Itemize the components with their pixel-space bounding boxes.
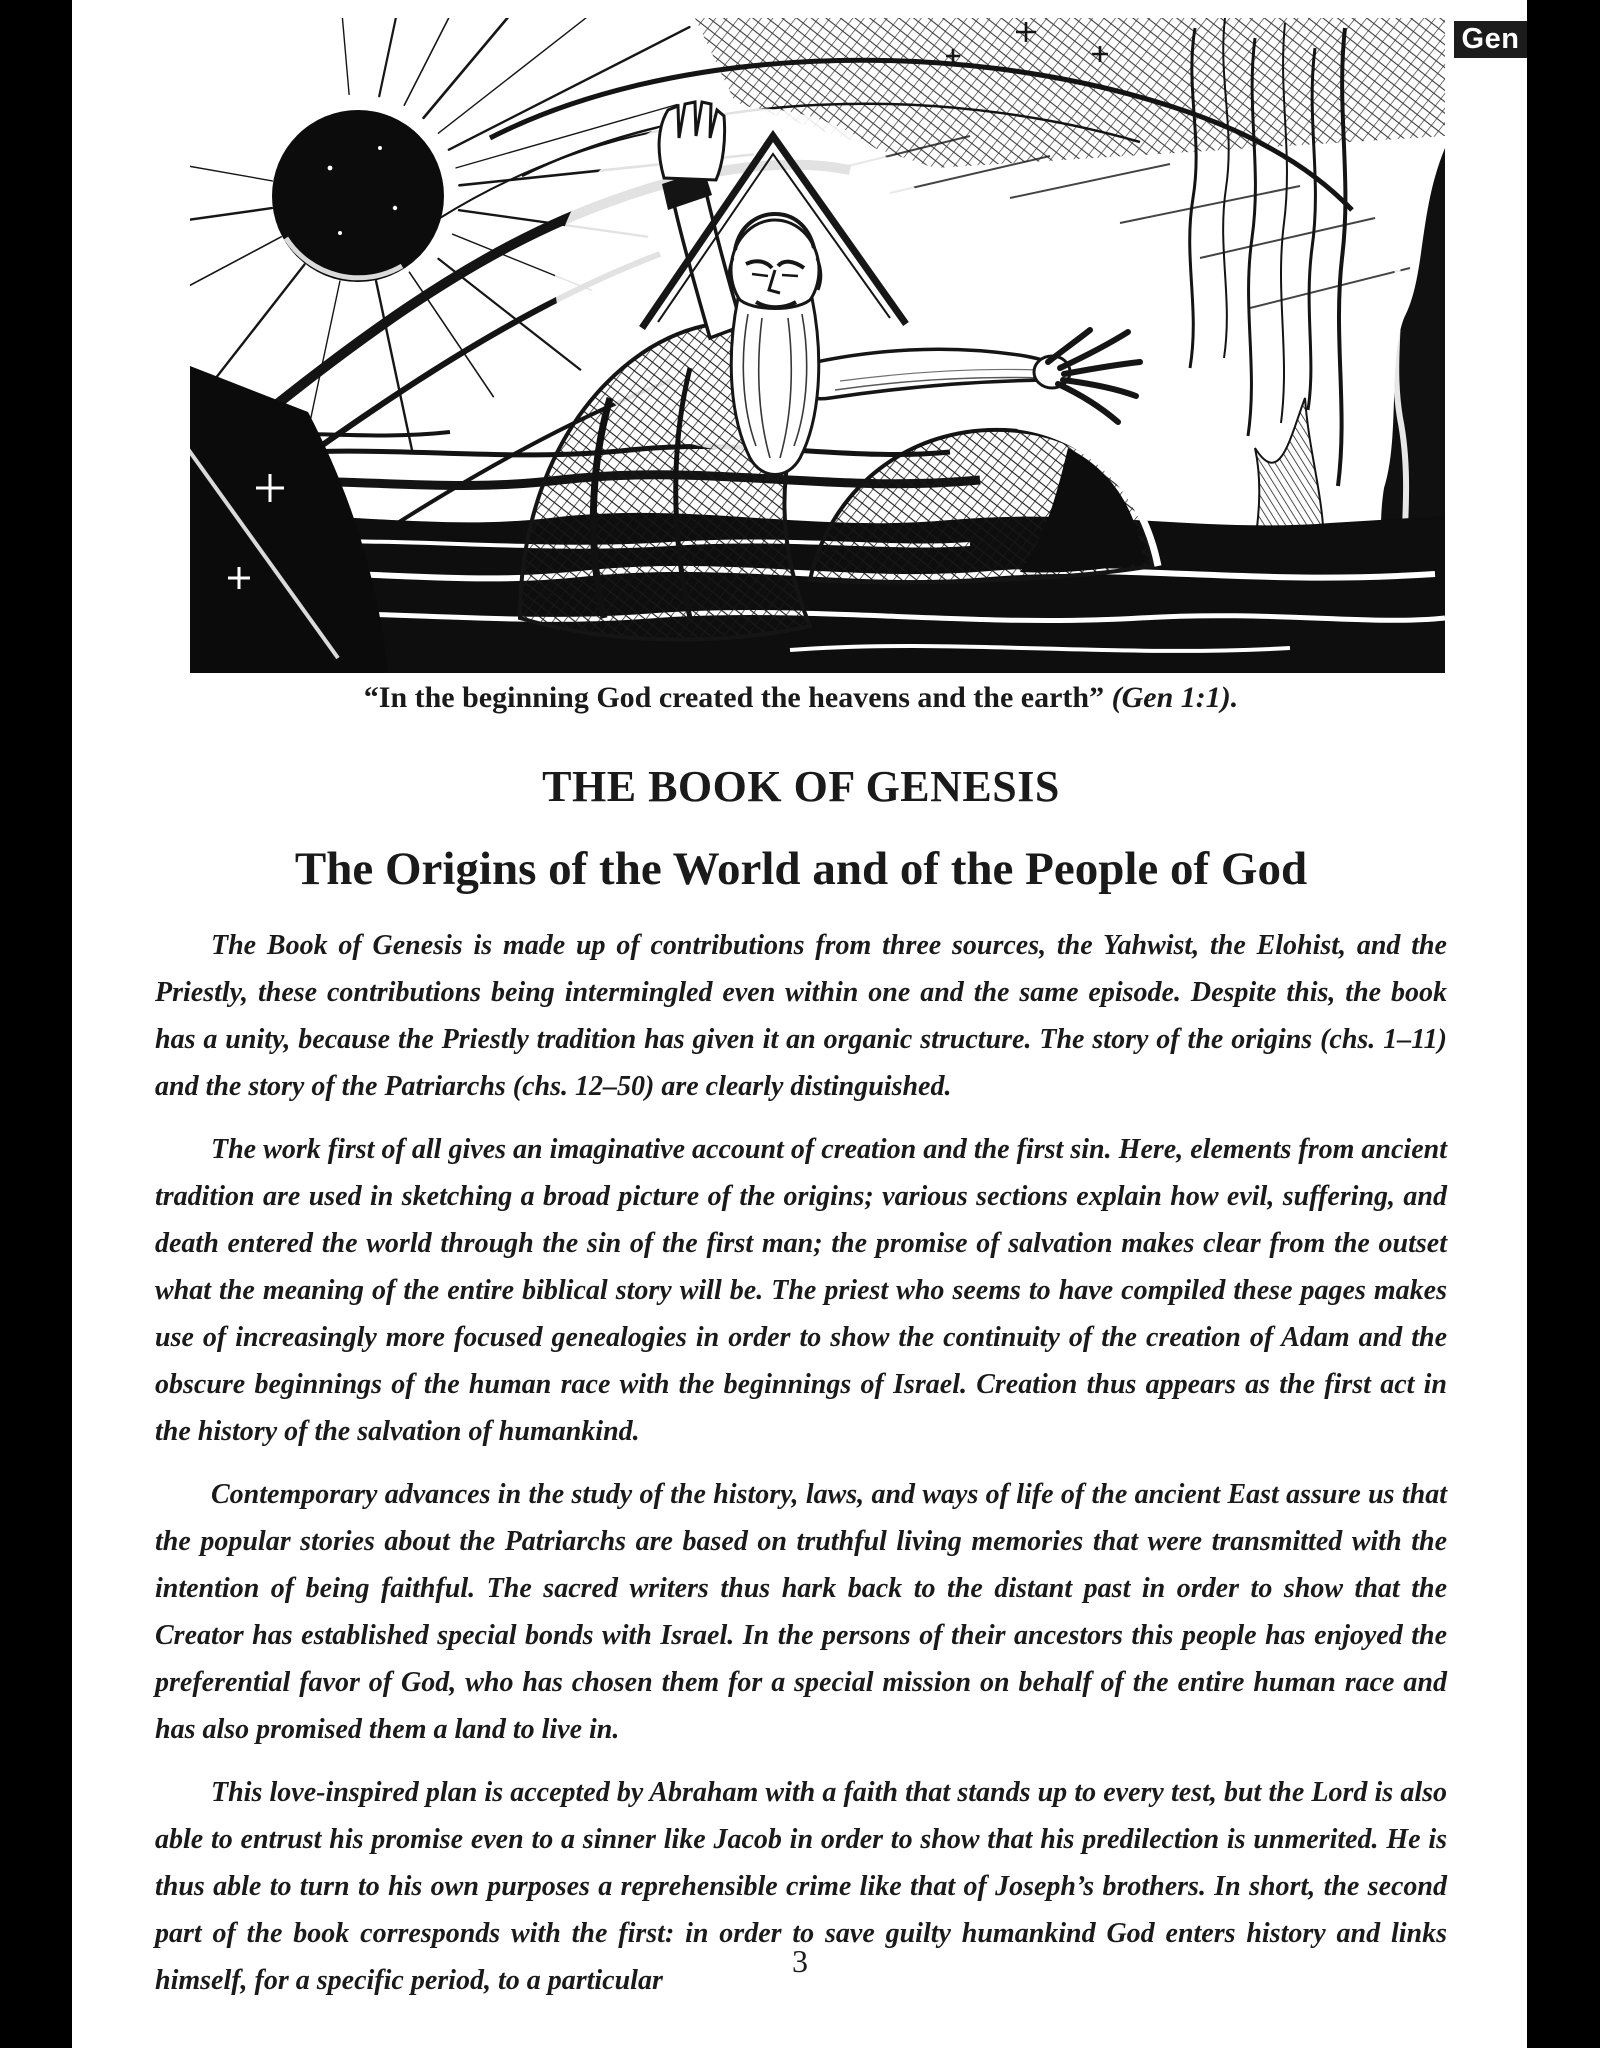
page-edge-left — [0, 0, 72, 2048]
creation-illustration — [190, 18, 1445, 673]
illustration-caption — [155, 681, 1447, 715]
intro-paragraph-4: This love-inspired plan is accepted by Abraham with a faith that stands up to every test, but the Lord is also able to entrust his promise even to a sinner like Jacob in order to show that his predilection is unmerited. He is thus able to turn to his own purposes a reprehensible crime like that of Joseph’s brothers. In short, the second part of the book corresponds with the first: in order to save guilty humankind God enters history and links himself, for a specific period, to a particular — [155, 1777, 1447, 1996]
creation-illustration-svg — [190, 18, 1445, 673]
genesis-thumb-tab — [1454, 21, 1527, 58]
introduction-text — [155, 922, 1447, 2004]
genesis-thumb-tab-label: Gen — [1461, 23, 1520, 55]
intro-paragraph-3: Contemporary advances in the study of the history, laws, and ways of life of the ancient East assure us that the popular stories about the Patriarchs are based on truthful living memories that were transmitted with the intention of being faithful. The sacred writers thus hark back to the distant past in order to show that the Creator has established special bonds with Israel. In the persons of their ancestors this people has enjoyed the preferential favor of God, who has chosen them for a special mission on behalf of the entire human race and has also promised them a land to live in. — [155, 1479, 1447, 1745]
page-content — [155, 0, 1447, 2004]
book-title: THE BOOK OF GENESIS — [542, 762, 1060, 811]
page-edge-right — [1527, 0, 1600, 2048]
intro-paragraph-2: The work first of all gives an imaginative account of creation and the first sin. Here, elements from ancient tradition are used in sketching a broad picture of the origins; various sections explain how evil, suffering, and death entered the world through the sin of the first man; the promise of salvation makes clear from the outset what the meaning of the entire biblical story will be. The priest who seems to have compiled these pages makes use of increasingly more focused genealogies in order to show the continuity of the creation of Adam and the obscure beginnings of the human race with the beginnings of Israel. Creation thus appears as the first act in the history of the salvation of humankind. — [155, 1134, 1447, 1447]
caption-quote: “In the beginning God created the heavens and the earth” — [363, 681, 1105, 714]
book-subtitle: The Origins of the World and of the People of God — [294, 843, 1308, 895]
page-number: 3 — [792, 1943, 808, 1979]
intro-paragraph-1: The Book of Genesis is made up of contributions from three sources, the Yahwist, the Elohist, and the Priestly, these contributions being intermingled even within one and the same episode. Despite this, the book has a unity, because the Priestly tradition has given it an organic structure. The story of the origins (chs. 1–11) and the story of the Patriarchs (chs. 12–50) are clearly distinguished. — [155, 930, 1447, 1102]
caption-reference: (Gen 1:1). — [1111, 681, 1239, 714]
